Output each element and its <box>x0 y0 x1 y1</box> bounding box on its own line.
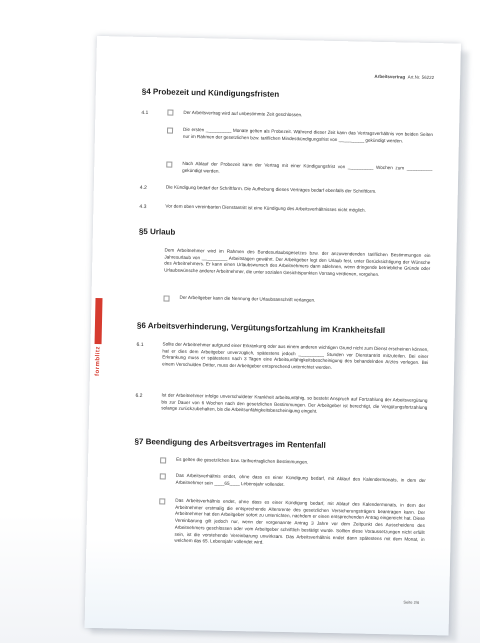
checkbox-4-1-b[interactable] <box>167 127 173 133</box>
clause-6-2: Ist der Arbeitnehmer infolge unverschuldeter Krankheit arbeitsunfähig, so besteht Anspruch auf Fortzahlung der Arbeitsvergütung bis zur Dauer von 6 Wochen nach den gesetzlichen Bestimmungen. Der Arbeitgeber ist berechtigt, die Vergütungsfortzahlung solange zurückzubehalten, bis die Arbeitsunfähigkeitsbescheinigung eingeht. <box>161 392 428 415</box>
document-header <box>374 74 434 80</box>
checkbox-7-b[interactable] <box>160 473 166 479</box>
clause-4-1-number: 4.1 <box>141 109 149 117</box>
clause-4-1-a: Der Arbeitsvertrag wird auf unbestimmte Zeit geschlossen. <box>183 109 303 118</box>
document-title: Arbeitsvertrag <box>374 73 406 80</box>
checkbox-7-c[interactable] <box>159 498 165 504</box>
clause-4-3-number: 4.3 <box>139 203 147 211</box>
checkbox-7-a[interactable] <box>160 457 166 463</box>
clause-4-2-number: 4.2 <box>139 184 147 192</box>
document-page <box>85 36 461 635</box>
clause-4-1-b: Die ersten __________ Monate gelten als Probezeit. Während dieser Zeit kann das Vertragsverhältnis von beiden Seiten nur im Rahmen der gesetzlichen bzw. tariflichen Mindestkündigungsfrist von __________ gekündigt werden. <box>182 126 434 144</box>
checkbox-urlaub-anschrift[interactable] <box>163 295 169 301</box>
clause-6-1-number: 6.1 <box>136 341 144 349</box>
section-7-option-b: Das Arbeitsverhältnis endet, ohne dass es einer Kündigung bedarf, mit Ablauf des Kalendermonats, in dem der Arbeitnehmer sein ____65____ Lebensjahr vollendet. <box>175 472 426 487</box>
checkbox-4-1-c[interactable] <box>166 161 172 167</box>
section-4-heading: §4 Probezeit und Kündigungsfristen <box>141 86 280 99</box>
section-5-text: Dem Arbeitnehmer wird im Rahmen des Bundesurlaubsgesetzes bzw. der anzuwendenden tariflichen Bestimmungen ein Jahresurlaub von __________ Arbeitstagen gewährt. Der Arbeitgeber legt den Urlaub fest, unter Berücksichtigung der Wünsche des Arbeitnehmers. Er kann einen Urlaubswunsch des Arbeitnehmers dann ablehnen, wenn dringende betriebliche Gründe oder Urlaubswünsche anderer Arbeitnehmer, die unter sozialen Gesichtspunkten Vorrang verdienen, vorgehen. <box>164 247 431 278</box>
brand-logo: formblitz <box>94 346 102 376</box>
clause-4-2: Die Kündigung bedarf der Schriftform. Die Aufhebung dieses Vertrages bedarf ebenfalls der Schriftform. <box>165 184 377 194</box>
article-number: Art.Nr. 56222 <box>407 74 435 81</box>
clause-6-1: Sollte der Arbeitnehmer aufgrund einer Erkrankung oder aus einem anderen wichtigen Grund nicht zum Dienst erscheinen können, hat er dies dem Arbeitgeber unverzüglich, spätestens jedoch __________ Stunden vor Dienstantritt mitzuteilen. Bei einer Erkrankung muss er spätestens nach 3 Tagen eine Arbeitsunfähigkeitsbescheinigung des behandelnden Arztes vorlegen. Bei einem Verschulden Dritter, muss der Arbeitgeber entsprechend unterrichtet werden. <box>162 341 429 371</box>
section-7-heading: §7 Beendigung des Arbeitsvertrages im Rentenfall <box>134 436 326 450</box>
section-5-option: Der Arbeitgeber kann die Nennung der Urlaubsanschrift verlangen. <box>179 294 316 303</box>
page-number: Seite 2/6 <box>403 599 420 605</box>
checkbox-4-1-a[interactable] <box>167 109 173 115</box>
brand-bar <box>95 298 103 344</box>
section-7-option-c: Das Arbeitsverhältnis endet, ohne dass es einer Kündigung bedarf, mit Ablauf des Kalendermonats, in dem der Arbeitnehmer erstmalig die entsprechende Altersrente des gesetzlichen Versicherungsträgers beantragen kann. Der Arbeitnehmer hat den Arbeitgeber sofort zu unterrichten, nachdem er einen entsprechenden Antrag eingereicht hat. Diese Vereinbarung gilt jedoch nur, wenn der vorgenannte Antrag 3 Jahre vor dem Zeitpunkt des Ausscheidens des Arbeitnehmers geschlossen oder vom Arbeitgeber schriftlich bestätigt wurde. Sollten diese Voraussetzungen nicht erfüllt sein, ist die vorstehende Vereinbarung unwirksam. Das Arbeitsverhältnis endet dann spätestens mit dem Monat, in welchem das 65. Lebensjahr vollendet wird. <box>174 497 426 545</box>
clause-6-2-number: 6.2 <box>135 392 143 400</box>
clause-4-1-c: Nach Ablauf der Probezeit kann der Vertrag mit einer Kündigungsfrist von __________ Wochen zum __________ gekündigt werden. <box>182 160 433 174</box>
clause-4-3: Vor dem oben vereinbarten Dienstantritt ist eine Kündigung des Arbeitsverhältnisses nicht möglich. <box>165 203 366 213</box>
section-5-heading: §5 Urlaub <box>138 226 176 237</box>
section-6-heading: §6 Arbeitsverhinderung, Vergütungsfortzahlung im Krankheitsfall <box>136 320 386 336</box>
brand-strip <box>94 298 103 392</box>
section-7-option-a: Es gelten die gesetzlichen bzw. tarifvertraglichen Bestimmungen. <box>176 456 309 465</box>
